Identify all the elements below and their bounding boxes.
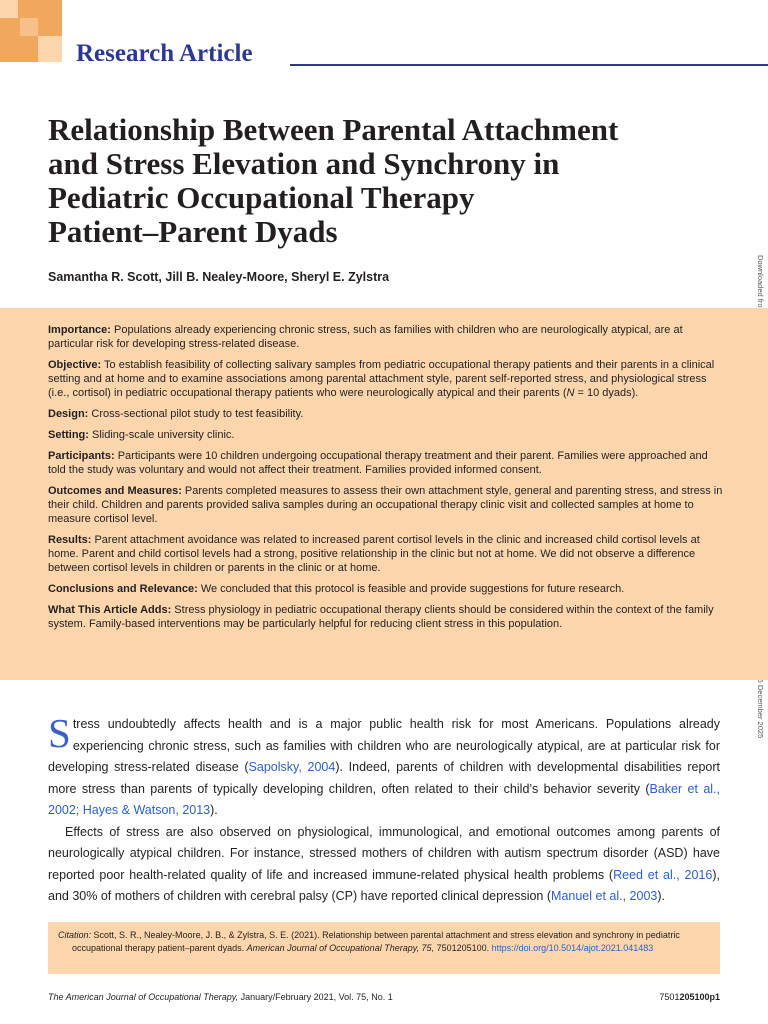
citation-text (58, 929, 708, 955)
objective-label: Objective: (48, 359, 102, 371)
importance-label: Importance: (48, 324, 111, 336)
conclusions-label: Conclusions and Relevance: (48, 583, 198, 595)
setting-label: Setting: (48, 429, 89, 441)
outcomes-label: Outcomes and Measures: (48, 485, 182, 497)
footer-journal (48, 992, 393, 1002)
abstract-importance (48, 323, 724, 351)
citation-link-manuel[interactable]: Manuel et al., 2003 (551, 889, 658, 903)
article-title (48, 113, 708, 249)
setting-text: Sliding-scale university clinic. (88, 429, 235, 441)
objective-n: N (566, 387, 575, 399)
article-body (48, 710, 721, 908)
participants-label: Participants: (48, 450, 115, 462)
citation-journal: American Journal of Occupational Therapy, 75, (246, 943, 435, 953)
abstract-objective (48, 358, 724, 400)
logo-square-top-left (0, 0, 18, 18)
abstract-conclusions (48, 582, 724, 596)
citation-label: Citation: (58, 930, 92, 940)
abstract-setting (48, 428, 724, 442)
adds-text: Stress physiology in pediatric occupational therapy clients should be considered within the context of the family system. Family-based interventions may be particularly helpful for reducing client stress in this population. (48, 604, 714, 630)
citation-body: Scott, S. R., Nealey-Moore, J. B., & Zylstra, S. E. (2021). Relationship between parental attachment and stress elevation and synchrony in pediatric occupational therapy patient–parent dyads. (72, 930, 680, 953)
abstract-what-this-adds (48, 603, 724, 631)
objective-text: To establish feasibility of collecting salivary samples from pediatric occupational therapy patients and their parents in a clinical setting and at home and to examine associations among parental attachment style, parent self-reported stress, and physiological stress (i.e., cortisol) in pediatric occupational therapy patients who were neurologically atypical and their parents ( (48, 359, 715, 399)
drop-cap: S (48, 710, 71, 756)
citation-link-sapolsky[interactable]: Sapolsky, 2004 (248, 760, 336, 774)
citation-pages: 7501205100. (434, 943, 492, 953)
author-list: Samantha R. Scott, Jill B. Nealey-Moore, Sheryl E. Zylstra (48, 270, 390, 284)
title-line-4: Patient–Parent Dyads (48, 214, 338, 249)
footer-page-bold: 205100p1 (679, 992, 720, 1002)
p2-text-a: Effects of stress are also observed on physiological, immunological, and emotional outcomes among parents of neurologically atypical children. For instance, stressed mothers of children with autism spectrum disorder (ASD) have reported poor health-related quality of life and increased immune-related physical health problems ( (48, 824, 720, 882)
body-paragraph-2 (48, 822, 720, 908)
section-label: Research Article (76, 40, 253, 67)
footer-journal-name: The American Journal of Occupational Therapy, (48, 992, 239, 1002)
abstract-panel (0, 308, 768, 680)
abstract-design (48, 407, 724, 421)
title-line-3: Pediatric Occupational Therapy (48, 180, 475, 215)
citation-link-reed[interactable]: Reed et al., 2016 (613, 867, 713, 882)
logo-square-middle (20, 18, 38, 36)
importance-text: Populations already experiencing chronic stress, such as families with children who are neurologically atypical, are at particular risk for developing stress-related disease. (48, 324, 683, 350)
footer-page-number (620, 992, 720, 1002)
abstract-outcomes (48, 484, 724, 526)
footer-issue: January/February 2021, Vol. 75, No. 1 (238, 992, 393, 1002)
title-line-1: Relationship Between Parental Attachment (48, 112, 619, 147)
design-label: Design: (48, 408, 89, 420)
citation-link-baker-hayes[interactable]: Baker et al., 2002; Hayes & Watson, 2013 (48, 781, 721, 817)
results-label: Results: (48, 534, 92, 546)
title-line-2: and Stress Elevation and Synchrony in (48, 146, 560, 181)
outcomes-text: Parents completed measures to assess their own attachment style, general and parenting stress, and stress in their child. Children and parents provided saliva samples during an occupational therapy clinic visit and collected samples at home to measure cortisol level. (48, 485, 723, 525)
p1-text-a: tress undoubtedly affects health and is a major public health risk for most Americans. Populations already experiencing chronic stress, such as families with children who are neurologically atypical, are at particular risk for developing stress-related disease ( (48, 717, 720, 774)
p2-text-b: ), and 30% of mothers of children with cerebral palsy (CP) have reported clinical depression ( (48, 867, 720, 903)
participants-text: Participants were 10 children undergoing occupational therapy treatment and their parent. Families were approached and told the study was voluntary and would not affect their treatment. Families provided informed consent. (48, 450, 708, 476)
abstract-participants (48, 449, 724, 477)
header-rule (290, 64, 768, 66)
p2-text-c: ). (657, 889, 665, 903)
footer-page-prefix: 7501 (659, 992, 680, 1002)
journal-logo (0, 0, 62, 62)
body-paragraph-1 (48, 710, 721, 822)
conclusions-text: We concluded that this protocol is feasible and provide suggestions for future research. (197, 583, 625, 595)
doi-link[interactable]: https://doi.org/10.5014/ajot.2021.041483 (491, 943, 654, 953)
p1-text-b: ). Indeed, parents of children with developmental disabilities report more stress than parents of typically developing children, often related to their child’s behavior severity ( (48, 760, 721, 796)
results-text: Parent attachment avoidance was related to increased parent cortisol levels in the clinic and increased child cortisol levels at home. Parent and child cortisol levels had a strong, positive relationship in the clinic but not at home. We did not observe a difference between cortisol levels in children or parents in the clinic or at home. (48, 534, 700, 574)
abstract-results (48, 533, 724, 575)
design-text: Cross-sectional pilot study to test feasibility. (88, 408, 304, 420)
p1-text-c: ). (210, 803, 218, 817)
logo-square-bottom-right (38, 36, 62, 62)
adds-label: What This Article Adds: (48, 604, 172, 616)
objective-tail: = 10 dyads). (574, 387, 639, 399)
citation-box (48, 922, 720, 974)
